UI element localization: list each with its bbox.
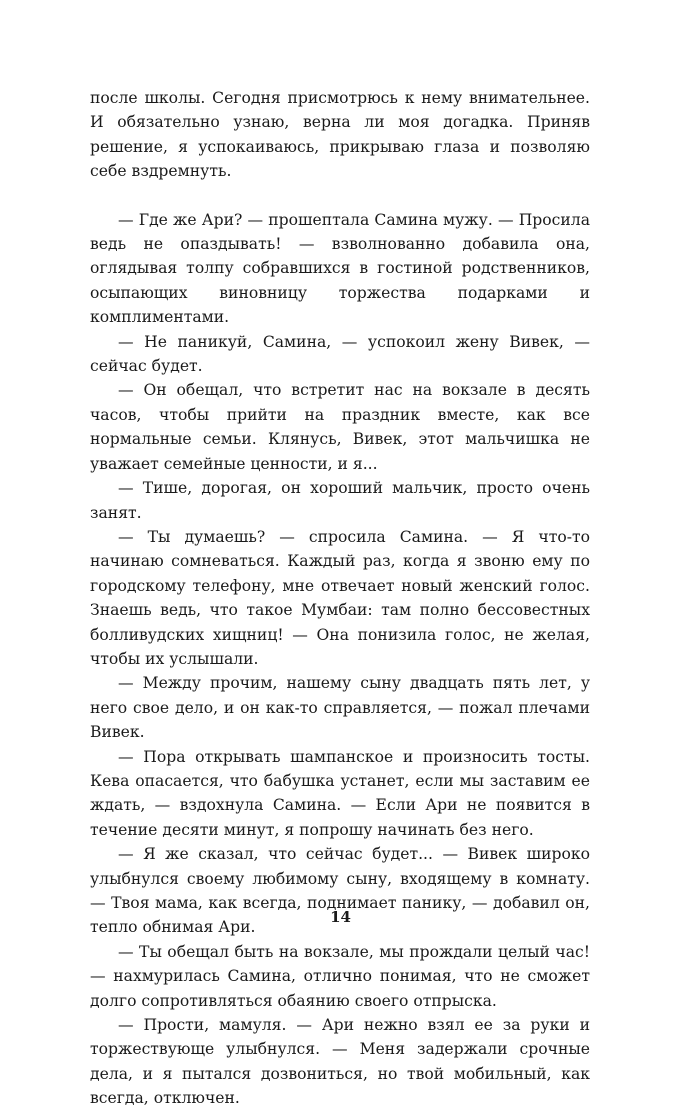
- paragraph: — Где же Ари? — прошептала Самина мужу. — Просила ведь не опаздывать! — взволнованно добавила она, оглядывая толпу собравшихся в гостиной родственников, осыпающих виновницу торжества подарками и комплиментами.: [90, 210, 590, 327]
- paragraph-continuation: после школы. Сегодня присмотрюсь к нему внимательнее. И обязательно узнаю, верна ли моя догадка. Приняв решение, я успокаиваюсь, прикрываю глаза и позволяю себе вздремнуть.: [90, 89, 590, 181]
- page-number: 14: [330, 908, 351, 926]
- paragraph: — Не паникуй, Самина, — успокоил жену Вивек, — сейчас будет.: [90, 332, 590, 376]
- paragraph: — Ты обещал быть на вокзале, мы прождали целый час! — нахмурилась Самина, отлично понимая, что не сможет долго сопротивляться обаянию своего отпрыска.: [90, 942, 590, 1010]
- paragraph: — Пора открывать шампанское и произносить тосты. Кева опасается, что бабушка устанет, если мы заставим ее ждать, — вздохнула Самина. — Если Ари не появится в течение десяти минут, я попрошу начинать без него.: [90, 747, 590, 839]
- paragraph: — Он обещал, что встретит нас на вокзале в десять часов, чтобы прийти на праздник вместе, как все нормальные семьи. Клянусь, Вивек, этот мальчишка не уважает семейные ценности, и я...: [90, 381, 590, 473]
- paragraph: — Я же сказал, что сейчас будет... — Вивек широко улыбнулся своему любимому сыну, входящему в комнату. — Твоя мама, как всегда, поднимает панику, — добавил он, тепло обнимая Ари.: [90, 845, 590, 937]
- paragraph: — Тише, дорогая, он хороший мальчик, просто очень занят.: [90, 479, 590, 522]
- section-break: [90, 184, 590, 208]
- paragraph: — Между прочим, нашему сыну двадцать пять лет, у него свое дело, и он как-то справляется, — пожал плечами Вивек.: [90, 674, 590, 742]
- paragraph: — Прости, мамуля. — Ари нежно взял ее за руки и торжествующе улыбнулся. — Меня задержали срочные дела, и я пытался дозвониться, но твой мобильный, как всегда, отключен.: [90, 1016, 590, 1108]
- page-body: [90, 86, 590, 1111]
- paragraph: — Ты думаешь? — спросила Самина. — Я что-то начинаю сомневаться. Каждый раз, когда я звоню ему по городскому телефону, мне отвечает новый женский голос. Знаешь ведь, что такое Мумбаи: там полно бессовестных болливудских хищниц! — Она понизила голос, не желая, чтобы их услышали.: [90, 527, 590, 668]
